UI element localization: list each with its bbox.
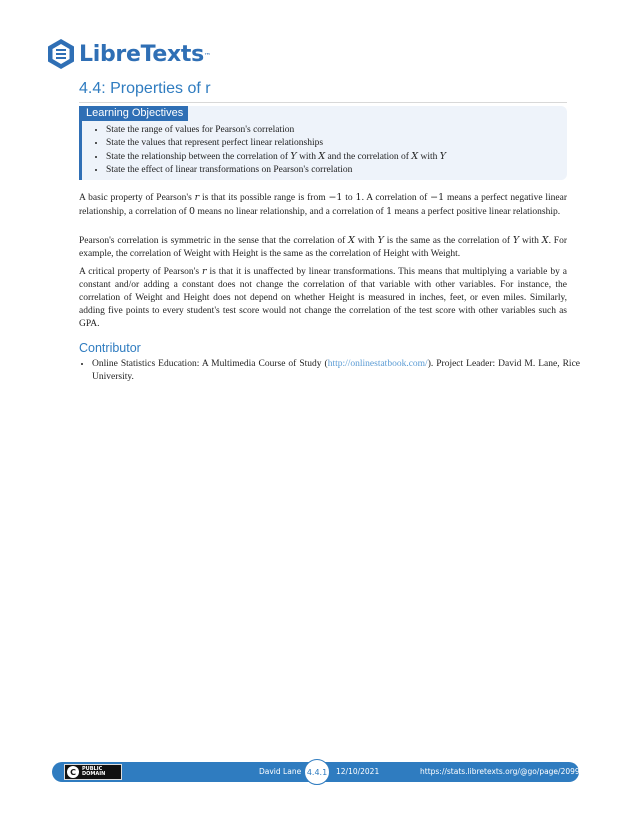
- contributor-list: [79, 358, 580, 384]
- objective-item: • State the values that represent perfect linear relationships: [106, 137, 446, 150]
- libretexts-logo[interactable]: [46, 38, 211, 70]
- public-domain-badge[interactable]: C PUBLIC DOMAIN: [64, 764, 122, 780]
- onlinestatbook-link[interactable]: http://onlinestatbook.com/: [327, 359, 428, 369]
- footer-date: 12/10/2021: [336, 767, 380, 776]
- paragraph-symmetry: Pearson's correlation is symmetric in the sense that the correlation of X with Y is the same as the correlation of Y with X. For example, the correlation of Weight with Height is the same as the correlation of Height with Weight.: [79, 235, 568, 259]
- learning-objectives-list: [92, 124, 446, 177]
- objective-item: • State the range of values for Pearson's correlation: [106, 124, 446, 137]
- paragraph-range: A basic property of Pearson's r is that its possible range is from −1 to 1. A correlation of −1 means a perfect negative linear relationship, a correlation of 0 means no linear relationship, and a correlation of 1 means a perfect positive linear relationship.: [79, 192, 567, 217]
- contributor-heading: Contributor: [79, 341, 141, 355]
- learning-objectives-box: [79, 106, 567, 180]
- footer-url[interactable]: https://stats.libretexts.org/@go/page/2099: [420, 767, 580, 776]
- learning-objectives-label: Learning Objectives: [82, 106, 188, 121]
- logo-wordmark: LibreTexts: [79, 41, 204, 67]
- libretexts-logo-icon: [46, 38, 76, 70]
- objective-item: • State the relationship between the correlation of Y with X and the correlation of X with Y: [106, 150, 446, 164]
- contributor-item: • Online Statistics Education: A Multimedia Course of Study (http://onlinestatbook.com/). Project Leader: David M. Lane, Rice University.: [92, 358, 580, 384]
- logo-trademark: ™: [203, 52, 211, 60]
- public-domain-icon: C: [67, 766, 79, 778]
- page-footer: [52, 762, 579, 782]
- objective-item: • State the effect of linear transformations on Pearson's correlation: [106, 164, 446, 177]
- footer-page-number: 4.4.1: [304, 759, 330, 785]
- footer-author: David Lane: [259, 767, 302, 776]
- page-title: 4.4: Properties of r: [79, 80, 567, 103]
- paragraph-linear-transform: A critical property of Pearson's r is that it is unaffected by linear transformations. This means that multiplying a variable by a constant and/or adding a constant does not change the correlation of that variable with other variables. For instance, the correlation of Weight and Height does not depend on whether Height is measured in inches, feet, or even miles. Similarly, adding five points to every student's test score would not change the correlation of the test score with other variables such as GPA.: [79, 266, 567, 329]
